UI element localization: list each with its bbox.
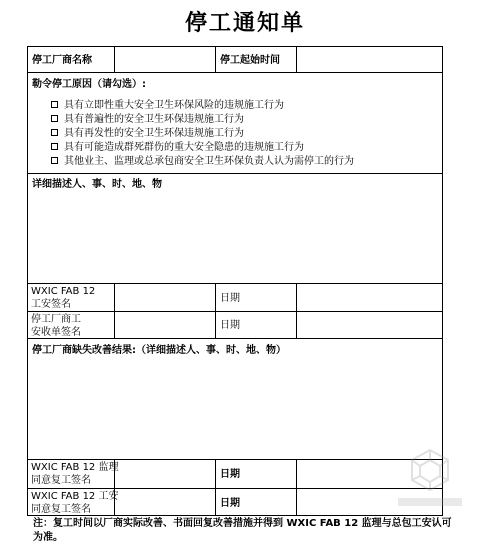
label-line: WXIC FAB 12 监理 <box>31 462 119 473</box>
col-divider <box>114 47 115 72</box>
improvement-result-field[interactable] <box>32 359 437 455</box>
date-label: 日期 <box>220 469 240 480</box>
row-divider <box>28 488 442 489</box>
contractor-name-field[interactable] <box>121 48 211 70</box>
detail-description-field[interactable] <box>32 193 437 279</box>
checkbox[interactable] <box>51 101 58 108</box>
stop-start-time-label: 停工起始时间 <box>220 55 280 66</box>
supervisor-resume-signature-label <box>31 461 118 487</box>
label-line: 停工厂商工 <box>31 314 81 325</box>
col-divider <box>296 459 297 516</box>
checkbox[interactable] <box>51 143 58 150</box>
col-divider <box>296 47 297 72</box>
row-divider <box>28 311 442 312</box>
safety-resume-signature-label <box>31 490 118 516</box>
row-divider <box>28 173 442 174</box>
contractor-ack-signature-field[interactable] <box>118 313 212 337</box>
label-line: 同意复工签名 <box>31 475 91 486</box>
col-divider <box>215 459 216 516</box>
row-divider <box>28 72 442 73</box>
reason-text: 其他业主、监理或总承包商安全卫生环保负责人认为需停工的行为 <box>64 156 354 167</box>
col-divider <box>114 283 115 338</box>
wxic-stop-signature-label <box>31 285 95 311</box>
watermark-logo-icon <box>390 446 470 516</box>
row-divider <box>28 283 442 284</box>
label-line: 同意复工签名 <box>31 504 91 515</box>
reason-item[interactable] <box>51 113 244 126</box>
stop-start-time-field[interactable] <box>300 48 440 70</box>
wxic-stop-signature-field[interactable] <box>118 285 212 309</box>
contractor-name-label: 停工厂商名称 <box>32 55 92 66</box>
label-line: WXIC FAB 12 工安 <box>31 491 119 502</box>
reason-item[interactable] <box>51 155 354 168</box>
checkbox[interactable] <box>51 115 58 122</box>
label-line: 工安签名 <box>31 299 71 310</box>
reason-item[interactable] <box>51 99 284 112</box>
reason-text: 具有普遍性的安全卫生环保违规施工行为 <box>64 114 244 125</box>
col-divider <box>296 283 297 338</box>
reasons-heading: 勒令停工原因（请勾选）: <box>32 79 146 90</box>
date-label: 日期 <box>220 320 240 331</box>
label-line: 安收单签名 <box>31 327 81 338</box>
date-label: 日期 <box>220 293 240 304</box>
date-field[interactable] <box>300 313 440 337</box>
detail-description-label: 详细描述人、事、时、地、物 <box>32 179 162 190</box>
checkbox[interactable] <box>51 129 58 136</box>
supervisor-resume-signature-field[interactable] <box>118 461 212 486</box>
col-divider <box>215 283 216 338</box>
date-field[interactable] <box>300 285 440 309</box>
reason-item[interactable] <box>51 141 304 154</box>
page-title: 停工通知单 <box>184 10 305 36</box>
contractor-ack-signature-label <box>31 313 81 339</box>
safety-resume-signature-field[interactable] <box>118 490 212 514</box>
reason-text: 具有可能造成群死群伤的重大安全隐患的违规施工行为 <box>64 142 304 153</box>
label-line: WXIC FAB 12 <box>31 286 96 297</box>
reason-text: 具有立即性重大安全卫生环保风险的违规施工行为 <box>64 100 284 111</box>
row-divider <box>28 338 442 339</box>
row-divider <box>28 459 442 460</box>
stop-work-form <box>27 46 443 516</box>
reason-text: 具有再发性的安全卫生环保违规施工行为 <box>64 128 244 139</box>
checkbox[interactable] <box>51 157 58 164</box>
footnote: 注：复工时间以厂商实际改善、书面回复改善措施并得到 WXIC FAB 12 监理与总包工安认可为准。 <box>33 518 452 543</box>
date-label: 日期 <box>220 498 240 509</box>
col-divider <box>215 47 216 72</box>
improvement-result-label: 停工厂商缺失改善结果:（详细描述人、事、时、地、物） <box>32 345 286 356</box>
reason-item[interactable] <box>51 127 244 140</box>
